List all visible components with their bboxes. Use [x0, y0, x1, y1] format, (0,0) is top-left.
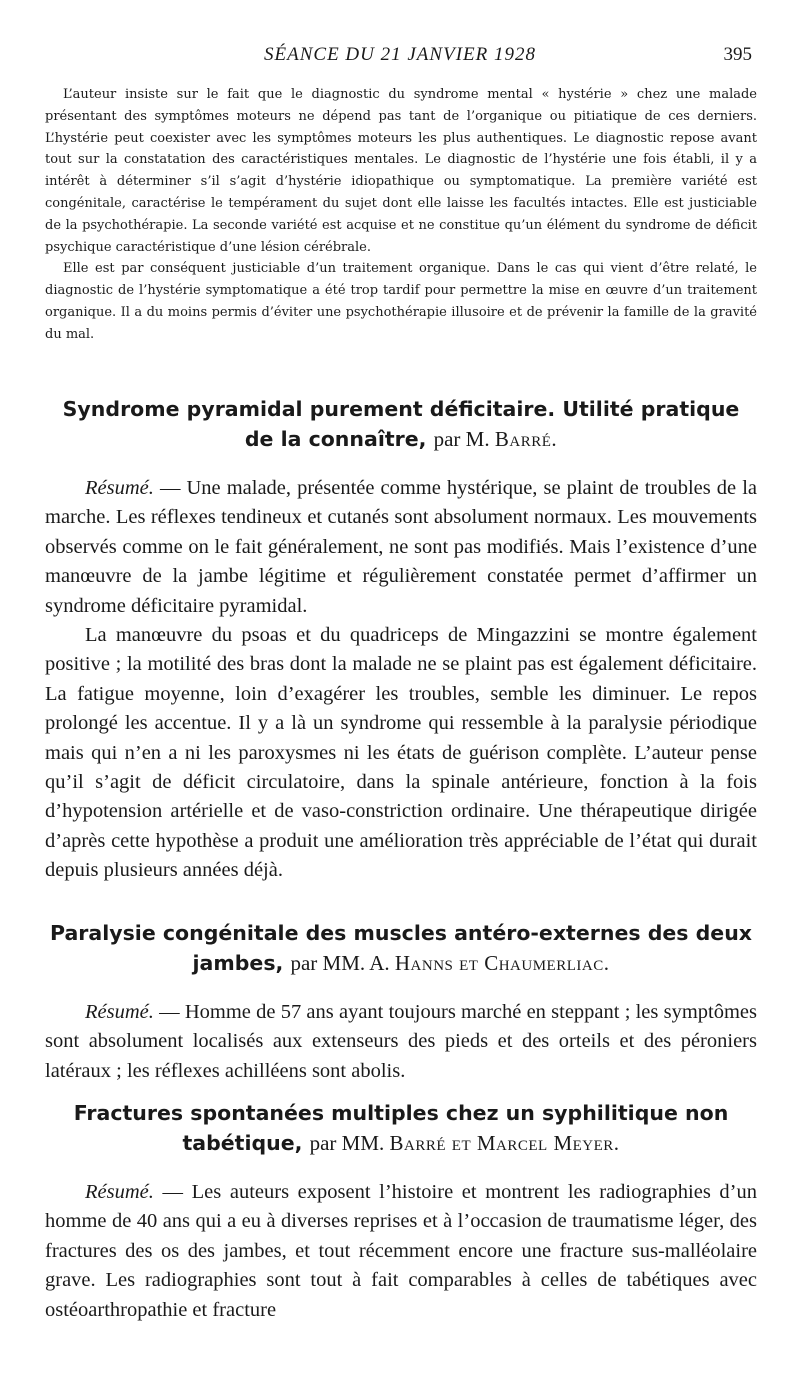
running-head: [0, 44, 800, 72]
resume-label: Résumé.: [85, 477, 154, 499]
section-byline: [310, 1131, 620, 1155]
intro-paragraph: Elle est par conséquent justiciable d’un traitement organique. Dans le cas qui vient d’être relaté, le diagnostic de l’hystérie symptomatique a été trop tardif pour permettre la mise en œuvre d’un traitement organique. Il a du moins permis d’éviter une psychothérapie illusoire et de prévenir la famille de la gravité du mal.: [45, 261, 757, 342]
intro-discussion: [45, 84, 757, 346]
section-paragraph: [45, 998, 757, 1086]
paragraph-text: — Les auteurs exposent l’histoire et montrent les radiographies d’un homme de 40 ans qui a eu à diverses reprises et à l’occasion de traumatisme léger, des fractures des os des jambes, et tout récemment encore une fracture sus-malléolaire grave. Les radiographies sont tout à fait comparables à celles de tabétiques avec ostéoarthropathie et fracture: [45, 1181, 758, 1321]
section-title-text: Fractures spontanées multiples chez un syphilitique non tabétique,: [73, 1101, 729, 1155]
section-paragraph: [45, 474, 757, 621]
section-syndrome-pyramidal: [45, 394, 757, 886]
section-body: [45, 1178, 757, 1325]
section-fractures-spontanees: [45, 1098, 757, 1325]
resume-label: Résumé.: [85, 1181, 154, 1203]
paragraph-text: — Une malade, présentée comme hystérique, se plaint de troubles de la marche. Les réflexes tendineux et cutanés sont absolument normaux. Les mouvements observés comme on le fait généralement, ne sont pas modifiés. Mais l’existence d’une manœuvre de la jambe légitime et régulièrement constatée permet d’affirmer un syndrome déficitaire pyramidal.: [45, 477, 758, 617]
section-byline: [434, 427, 558, 451]
section-title-text: Syndrome pyramidal purement déficitaire. Utilité pratique de la connaître,: [62, 397, 740, 451]
section-authors: Hanns et Chaumerliac.: [394, 951, 610, 975]
resume-label: Résumé.: [85, 1001, 154, 1023]
byline-prefix: par MM.: [309, 1131, 385, 1155]
section-byline: [290, 951, 609, 975]
page-number: 395: [723, 44, 752, 65]
section-title: [45, 1098, 757, 1158]
section-title: [45, 394, 757, 454]
section-paragraph: La manœuvre du psoas et du quadriceps de Mingazzini se montre également positive ; la motilité des bras dont la malade ne se plaint pas est également déficitaire. La fatigue moyenne, loin d’exagérer les troubles, semble les diminuer. Le repos prolongé les accentue. Il y a là un syndrome qui ressemble à la paralysie périodique mais qui n’en a ni les paroxysmes ni les états de guérison complète. L’auteur pense qu’il s’agit de déficit circulatoire, dans la spinale antérieure, fonction à la fois d’hypotension artérielle et de vaso-constriction ordinaire. Une thérapeutique dirigée d’après cette hypothèse a produit une amélioration très appréciable de l’état qui durait depuis plusieurs années déjà.: [45, 624, 757, 882]
section-body: [45, 474, 757, 886]
running-title: SÉANCE DU 21 JANVIER 1928: [264, 44, 536, 65]
section-body: [45, 998, 757, 1086]
section-title-text: Paralysie congénitale des muscles antéro-externes des deux jambes,: [49, 921, 753, 975]
section-authors: Barré et Marcel Meyer.: [389, 1131, 620, 1155]
section-paragraph: [45, 1178, 757, 1325]
section-paralysie-congenitale: [45, 918, 757, 1086]
intro-paragraph: L’auteur insiste sur le fait que le diagnostic du syndrome mental « hystérie » chez une malade présentant des symptômes moteurs ne dépend pas tant de l’organique ou pitiatique de ces derniers. L’hystérie peut coexister avec les symptômes moteurs les plus authentiques. Le diagnostic repose avant tout sur la constatation des caractéristiques mentales. Le diagnostic de l’hystérie une fois établi, il y a intérêt à déterminer s’il s’agit d’hystérie idiopathique ou symptomatique. La première variété est congénitale, caractérise le tempérament du sujet dont elle laisse les facultés intactes. Elle est justiciable de la psychothérapie. La seconde variété est acquise et ne constitue qu’un élément du syndrome de déficit psychique caractéristique d’une lésion cérébrale.: [45, 87, 757, 255]
paragraph-text: — Homme de 57 ans ayant toujours marché en steppant ; les symptômes sont absolument localisés aux extenseurs des pieds et des orteils et des péroniers latéraux ; les réflexes achilléens sont abolis.: [45, 1001, 758, 1082]
section-title: [45, 918, 757, 978]
section-authors: Barré.: [494, 427, 558, 451]
byline-prefix: par M.: [433, 427, 490, 451]
byline-prefix: par MM. A.: [290, 951, 390, 975]
